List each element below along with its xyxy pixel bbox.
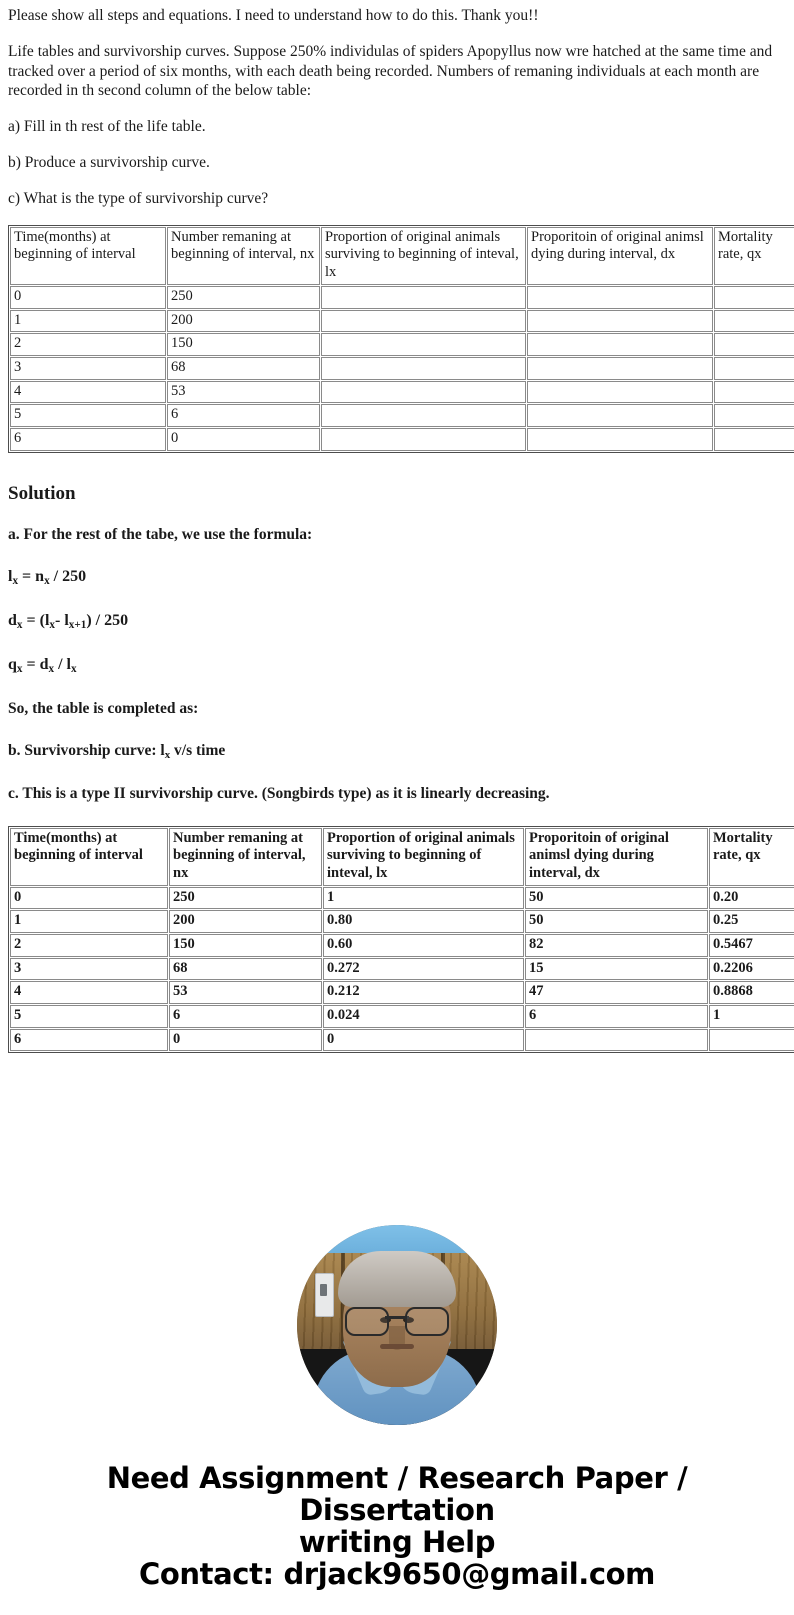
table-row: [10, 310, 794, 333]
question-instruction: Please show all steps and equations. I need to understand how to do this. Thank you!!: [8, 7, 539, 24]
avatar-light-switch: [315, 1273, 334, 1317]
cell-dx: 6: [525, 1005, 708, 1028]
solution-part-a-intro: a. For the rest of the tabe, we use the formula:: [8, 526, 313, 544]
cell-time: 6: [10, 428, 166, 451]
cell-lx: [321, 404, 526, 427]
cell-lx: 0.80: [323, 910, 524, 933]
cell-dx: 50: [525, 910, 708, 933]
solution-part-b-post: v/s time: [170, 741, 226, 759]
cell-nx: 6: [169, 1005, 322, 1028]
cell-dx: [525, 1029, 708, 1052]
cell-nx: 250: [169, 887, 322, 910]
cell-time: 0: [10, 286, 166, 309]
cell-time: 2: [10, 934, 168, 957]
table-row: [10, 381, 794, 404]
avatar: [297, 1225, 497, 1425]
formula-dx-sub: x: [16, 619, 23, 632]
avatar-lens-left: [345, 1307, 389, 1336]
promo-footer: [8, 1463, 786, 1615]
cell-lx: [321, 333, 526, 356]
blank-life-table: [8, 225, 794, 453]
cell-nx: 53: [167, 381, 320, 404]
formula-lx-sub2: x: [44, 574, 50, 587]
cell-lx: 0.272: [323, 958, 524, 981]
cell-nx: 0: [167, 428, 320, 451]
avatar-hair: [338, 1251, 456, 1307]
formula-dx: [8, 611, 786, 632]
cell-dx: [527, 310, 713, 333]
cell-nx: 200: [169, 910, 322, 933]
cell-time: 0: [10, 887, 168, 910]
header-cell-lx: Proportion of original animals surviving to beginning of inteval, lx: [321, 227, 526, 285]
cell-qx: [714, 357, 794, 380]
cell-lx: 0: [323, 1029, 524, 1052]
cell-time: 4: [10, 381, 166, 404]
solution-section: [8, 483, 786, 804]
table-row: [10, 333, 794, 356]
cell-qx: 0.8868: [709, 981, 794, 1004]
table-row: [10, 1005, 794, 1028]
cell-qx: [714, 310, 794, 333]
formula-qx-base: q: [8, 656, 17, 674]
completed-life-table-wrapper: [8, 826, 786, 1054]
formula-dx-eq: = (l: [22, 611, 50, 629]
formula-lx-tail: / 250: [49, 567, 87, 585]
table-row: [10, 958, 794, 981]
cell-lx: 0.024: [323, 1005, 524, 1028]
table-row: [10, 981, 794, 1004]
cell-nx: 68: [167, 357, 320, 380]
table-row: [10, 910, 794, 933]
table-row: [10, 934, 794, 957]
promo-line-2: writing Help: [298, 1525, 496, 1560]
cell-qx: [709, 1029, 794, 1052]
cell-lx: 1: [323, 887, 524, 910]
table-row: [10, 357, 794, 380]
cell-qx: 0.5467: [709, 934, 794, 957]
cell-dx: [527, 333, 713, 356]
formula-dx-mid: - l: [54, 611, 69, 629]
cell-time: 5: [10, 404, 166, 427]
formula-lx-sub: x: [12, 574, 19, 587]
cell-time: 1: [10, 310, 166, 333]
header-cell-nx: Number remaning at beginning of interval, nx: [167, 227, 320, 285]
header-cell-qx: Mortality rate, qx: [714, 227, 794, 285]
table-row: [10, 286, 794, 309]
solution-table-intro: So, the table is completed as:: [8, 700, 199, 718]
formula-dx-base: d: [8, 611, 17, 629]
formula-lx-base: l: [8, 567, 13, 585]
cell-time: 3: [10, 357, 166, 380]
cell-time: 2: [10, 333, 166, 356]
cell-dx: [527, 286, 713, 309]
cell-dx: [527, 357, 713, 380]
cell-qx: [714, 286, 794, 309]
cell-dx: 15: [525, 958, 708, 981]
cell-time: 3: [10, 958, 168, 981]
cell-nx: 0: [169, 1029, 322, 1052]
cell-nx: 150: [169, 934, 322, 957]
cell-qx: [714, 333, 794, 356]
cell-time: 6: [10, 1029, 168, 1052]
cell-time: 4: [10, 981, 168, 1004]
cell-time: 1: [10, 910, 168, 933]
cell-qx: 0.20: [709, 887, 794, 910]
solution-heading: Solution: [8, 482, 76, 504]
header-cell-nx: Number remaning at beginning of interval, nx: [169, 828, 322, 886]
cell-nx: 6: [167, 404, 320, 427]
cell-nx: 53: [169, 981, 322, 1004]
cell-qx: 0.25: [709, 910, 794, 933]
cell-qx: [714, 404, 794, 427]
cell-nx: 200: [167, 310, 320, 333]
cell-time: 5: [10, 1005, 168, 1028]
cell-dx: [527, 428, 713, 451]
formula-qx: [8, 655, 786, 676]
cell-dx: [527, 404, 713, 427]
blank-life-table-wrapper: [8, 225, 786, 453]
table-header-row: [10, 227, 794, 285]
header-cell-dx: Proporitoin of original animsl dying during interval, dx: [525, 828, 708, 886]
formula-lx: [8, 567, 786, 588]
promo-line-1: Need Assignment / Research Paper / Dissertation: [106, 1461, 688, 1528]
table-row: [10, 1029, 794, 1052]
header-cell-qx: Mortality rate, qx: [709, 828, 794, 886]
header-cell-time: Time(months) at beginning of interval: [10, 828, 168, 886]
formula-qx-mid: / l: [54, 656, 71, 674]
cell-qx: [714, 428, 794, 451]
cell-lx: 0.212: [323, 981, 524, 1004]
solution-part-c: c. This is a type II survivorship curve. (Songbirds type) as it is linearly decreasing.: [8, 785, 550, 803]
avatar-lens-right: [405, 1307, 449, 1336]
avatar-mouth: [380, 1344, 414, 1349]
formula-dx-sub2: x: [49, 619, 55, 632]
question-intro-block: [8, 6, 786, 209]
cell-dx: [527, 381, 713, 404]
solution-part-b-pre: b. Survivorship curve: l: [8, 741, 165, 759]
solution-part-b: [8, 741, 786, 763]
question-part-b: b) Produce a survivorship curve.: [8, 154, 210, 172]
cell-lx: [321, 286, 526, 309]
promo-contact-line: Contact: drjack9650@gmail.com: [139, 1557, 655, 1592]
formula-qx-sub: x: [16, 663, 23, 676]
formula-dx-tail: ) / 250: [86, 611, 129, 629]
formula-lx-eq: = n: [18, 567, 45, 585]
solution-part-b-sub: x: [164, 748, 171, 761]
cell-qx: 1: [709, 1005, 794, 1028]
avatar-glasses-icon: [345, 1307, 449, 1333]
table-row: [10, 404, 794, 427]
cell-lx: [321, 381, 526, 404]
table-row: [10, 428, 794, 451]
cell-dx: 47: [525, 981, 708, 1004]
cell-qx: 0.2206: [709, 958, 794, 981]
question-part-c: c) What is the type of survivorship curve?: [8, 189, 269, 207]
cell-dx: 82: [525, 934, 708, 957]
cell-qx: [714, 381, 794, 404]
header-cell-time: Time(months) at beginning of interval: [10, 227, 166, 285]
question-part-a: a) Fill in th rest of the life table.: [8, 118, 206, 136]
table-row: [10, 887, 794, 910]
formula-dx-sub3: x+1: [68, 619, 87, 632]
completed-life-table: [8, 826, 794, 1054]
cell-dx: 50: [525, 887, 708, 910]
cell-lx: [321, 357, 526, 380]
cell-nx: 250: [167, 286, 320, 309]
question-prompt: Life tables and survivorship curves. Suppose 250% individulas of spiders Apopyllus now wre hatched at the same time and tracked over a period of six months, with each death being recorded. Numbers of remaning individuals at each month are recorded in th second column of the below table:: [8, 42, 773, 100]
formula-qx-sub3: x: [71, 663, 77, 676]
avatar-zone: [8, 1225, 786, 1437]
cell-lx: [321, 428, 526, 451]
cell-nx: 150: [167, 333, 320, 356]
cell-lx: 0.60: [323, 934, 524, 957]
cell-lx: [321, 310, 526, 333]
formula-qx-sub2: x: [48, 663, 55, 676]
header-cell-dx: Proporitoin of original animsl dying during interval, dx: [527, 227, 713, 285]
formula-qx-eq: = d: [22, 656, 49, 674]
cell-nx: 68: [169, 958, 322, 981]
table-header-row: [10, 828, 794, 886]
header-cell-lx: Proportion of original animals surviving to beginning of inteval, lx: [323, 828, 524, 886]
